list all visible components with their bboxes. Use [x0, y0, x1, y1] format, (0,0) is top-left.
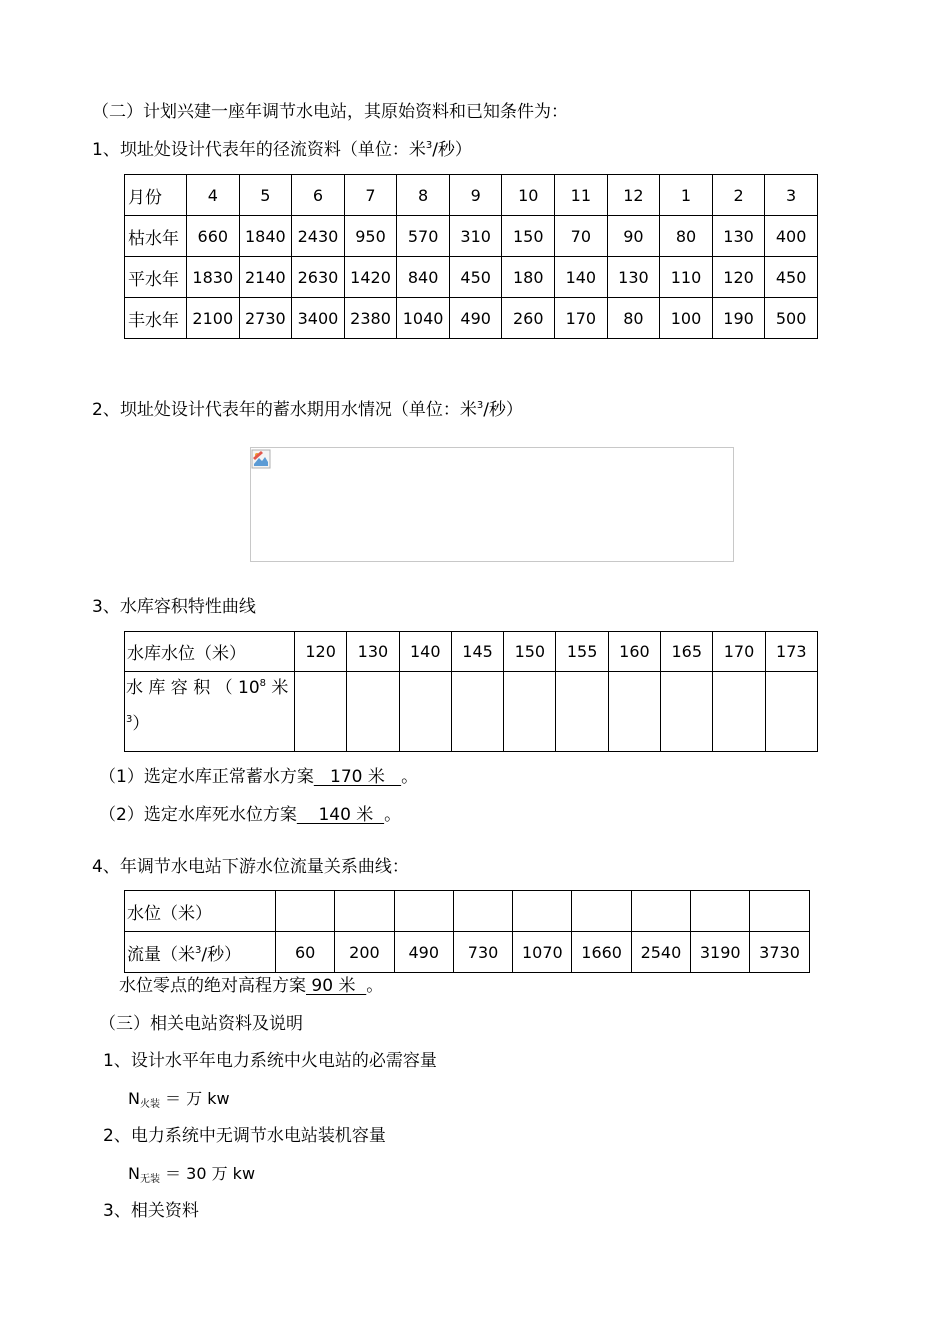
- runoff-cell: 9: [449, 175, 502, 216]
- option1: （1）选定水库正常蓄水方案 170 米 。: [99, 767, 419, 787]
- section-heading-2: （二）计划兴建一座年调节水电站，其原始资料和已知条件为：: [92, 102, 568, 122]
- storage-volume-cell: [608, 672, 660, 752]
- broken-image-icon: [251, 449, 271, 469]
- runoff-row-label: 枯水年: [125, 216, 187, 257]
- runoff-row-label: 丰水年: [125, 298, 187, 339]
- tailwater-level-cell: [453, 891, 512, 932]
- storage-volume-cell: [661, 672, 713, 752]
- storage-level-cell: 130: [347, 632, 399, 672]
- runoff-header-row: [125, 175, 818, 216]
- tailwater-level-cell: [394, 891, 453, 932]
- runoff-cell: 2430: [292, 216, 345, 257]
- runoff-row: [125, 298, 818, 339]
- storage-volume-cell: [765, 672, 817, 752]
- item2-label: 2、坝址处设计代表年的蓄水期用水情况（单位：米$^3$/秒）: [92, 400, 523, 420]
- tailwater-flow-cell: 490: [394, 932, 453, 973]
- runoff-cell: 1830: [187, 257, 240, 298]
- runoff-cell: 490: [449, 298, 502, 339]
- runoff-cell: 1840: [239, 216, 292, 257]
- runoff-cell: 100: [660, 298, 713, 339]
- runoff-cell: 950: [344, 216, 397, 257]
- runoff-cell: 660: [187, 216, 240, 257]
- tailwater-level-cell: [513, 891, 572, 932]
- runoff-cell: 6: [292, 175, 345, 216]
- runoff-cell: 8: [397, 175, 450, 216]
- s1-formula: $N_{火装}$ ＝ 万 kw: [128, 1089, 230, 1110]
- section-heading-3: （三）相关电站资料及说明: [99, 1014, 303, 1034]
- storage-volume-cell: [399, 672, 451, 752]
- s3-label: 3、相关资料: [103, 1201, 199, 1221]
- runoff-row-label: 平水年: [125, 257, 187, 298]
- tailwater-level-cell: [691, 891, 750, 932]
- runoff-cell: 2630: [292, 257, 345, 298]
- runoff-cell: 80: [607, 298, 660, 339]
- tailwater-table: [124, 890, 810, 973]
- runoff-cell: 840: [397, 257, 450, 298]
- runoff-cell: 1420: [344, 257, 397, 298]
- storage-level-cell: 150: [504, 632, 556, 672]
- runoff-cell: 1040: [397, 298, 450, 339]
- storage-volume-cell: [451, 672, 503, 752]
- runoff-cell: 4: [187, 175, 240, 216]
- storage-volume-cell: [347, 672, 399, 752]
- item3-label: 3、水库容积特性曲线: [92, 597, 256, 617]
- tailwater-flow-cell: 3730: [750, 932, 809, 973]
- runoff-table: [124, 174, 818, 339]
- runoff-cell: 190: [712, 298, 765, 339]
- tailwater-level-cell: [572, 891, 631, 932]
- storage-level-cell: 140: [399, 632, 451, 672]
- storage-level-cell: 145: [451, 632, 503, 672]
- tailwater-flow-cell: 60: [276, 932, 335, 973]
- runoff-cell: 180: [502, 257, 555, 298]
- storage-volume-label: 水 库 容 积 （ $10^8$ 米 $^3$）: [125, 672, 295, 752]
- runoff-cell: 260: [502, 298, 555, 339]
- tailwater-flow-cell: 200: [335, 932, 394, 973]
- tailwater-flow-cell: 730: [453, 932, 512, 973]
- storage-volume-cell: [504, 672, 556, 752]
- tailwater-level-cell: [631, 891, 690, 932]
- item1-label: 1、坝址处设计代表年的径流资料（单位：米$^3$/秒）: [92, 140, 472, 160]
- item4-label: 4、年调节水电站下游水位流量关系曲线：: [92, 857, 409, 877]
- runoff-cell: 12: [607, 175, 660, 216]
- runoff-cell: 3400: [292, 298, 345, 339]
- runoff-cell: 140: [555, 257, 608, 298]
- tailwater-level-cell: [750, 891, 809, 932]
- storage-level-cell: 165: [661, 632, 713, 672]
- runoff-cell: 2380: [344, 298, 397, 339]
- tailwater-flow-cell: 3190: [691, 932, 750, 973]
- runoff-cell: 1: [660, 175, 713, 216]
- storage-level-cell: 160: [608, 632, 660, 672]
- runoff-cell: 3: [765, 175, 818, 216]
- runoff-cell: 2140: [239, 257, 292, 298]
- runoff-row: [125, 257, 818, 298]
- storage-volume-cell: [713, 672, 765, 752]
- runoff-cell: 570: [397, 216, 450, 257]
- runoff-cell: 2100: [187, 298, 240, 339]
- storage-volume-cell: [556, 672, 608, 752]
- tailwater-flow-label: 流量（米$^3$/秒）: [125, 932, 276, 973]
- runoff-cell: 150: [502, 216, 555, 257]
- runoff-cell: 120: [712, 257, 765, 298]
- zero-point-elevation: 水位零点的绝对高程方案 90 米 。: [119, 976, 384, 996]
- runoff-row-label: 月份: [125, 175, 187, 216]
- runoff-cell: 70: [555, 216, 608, 257]
- s2-label: 2、电力系统中无调节水电站装机容量: [103, 1126, 386, 1146]
- runoff-cell: 130: [712, 216, 765, 257]
- tailwater-flow-cell: 1070: [513, 932, 572, 973]
- tailwater-level-cell: [335, 891, 394, 932]
- runoff-cell: 2730: [239, 298, 292, 339]
- storage-table: [124, 631, 818, 752]
- runoff-cell: 110: [660, 257, 713, 298]
- tailwater-flow-cell: 2540: [631, 932, 690, 973]
- runoff-cell: 170: [555, 298, 608, 339]
- runoff-cell: 450: [449, 257, 502, 298]
- storage-level-cell: 173: [765, 632, 817, 672]
- storage-level-cell: 155: [556, 632, 608, 672]
- s2-formula: $N_{无装} = 30$ 万 kw: [128, 1164, 256, 1185]
- storage-level-cell: 120: [295, 632, 347, 672]
- runoff-cell: 11: [555, 175, 608, 216]
- broken-image-placeholder: [250, 447, 734, 562]
- storage-volume-cell: [295, 672, 347, 752]
- runoff-cell: 5: [239, 175, 292, 216]
- runoff-cell: 2: [712, 175, 765, 216]
- runoff-cell: 80: [660, 216, 713, 257]
- tailwater-flow-cell: 1660: [572, 932, 631, 973]
- runoff-row: [125, 216, 818, 257]
- storage-level-cell: 170: [713, 632, 765, 672]
- tailwater-level-cell: [276, 891, 335, 932]
- tailwater-level-label: 水位（米）: [125, 891, 276, 932]
- runoff-cell: 450: [765, 257, 818, 298]
- runoff-cell: 90: [607, 216, 660, 257]
- storage-level-label: 水库水位（米）: [125, 632, 295, 672]
- runoff-cell: 10: [502, 175, 555, 216]
- runoff-cell: 500: [765, 298, 818, 339]
- runoff-cell: 130: [607, 257, 660, 298]
- option2: （2）选定水库死水位方案 140 米 。: [99, 805, 402, 825]
- runoff-cell: 400: [765, 216, 818, 257]
- s1-label: 1、设计水平年电力系统中火电站的必需容量: [103, 1051, 437, 1071]
- runoff-cell: 7: [344, 175, 397, 216]
- runoff-cell: 310: [449, 216, 502, 257]
